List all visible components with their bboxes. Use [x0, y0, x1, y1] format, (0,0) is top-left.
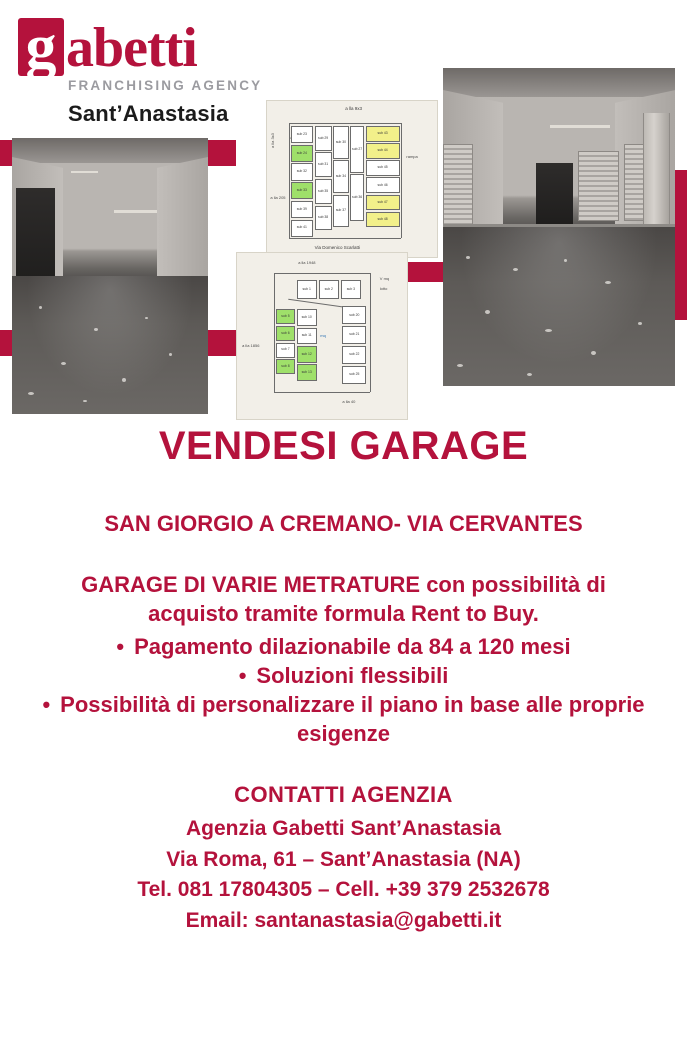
- list-item: [0, 661, 687, 690]
- features-list: [0, 632, 687, 748]
- brand-logo: [18, 13, 278, 127]
- logo-city: Sant’Anastasia: [68, 101, 229, 126]
- floor-debris: [545, 329, 552, 332]
- ceiling-light: [71, 171, 98, 173]
- ceiling-light: [550, 125, 610, 128]
- plan-unit: sub 25: [342, 366, 366, 384]
- floor-debris: [605, 281, 611, 284]
- plan-unit: sub 29: [315, 126, 332, 151]
- plan-unit: sub 46: [366, 177, 400, 193]
- plan-wall: [274, 392, 369, 393]
- plan-unit: sub 7: [276, 343, 295, 358]
- plan-unit: sub 22: [342, 346, 366, 364]
- photo-garage-left: [12, 138, 208, 414]
- logo-wordmark-text: abetti: [66, 17, 197, 79]
- plan-unit: sub 10: [297, 309, 317, 326]
- plan-unit: sub 45: [366, 160, 400, 176]
- floor-debris: [145, 317, 148, 319]
- floor-debris: [39, 306, 42, 309]
- floor-plan-bottom-canvas: [237, 253, 407, 419]
- plan-unit: sub 3: [341, 280, 361, 300]
- floor-region: [12, 276, 208, 414]
- plan-unit-yellow: sub 48: [366, 212, 400, 228]
- plan-bottom-label-1: a lla 1856: [242, 342, 260, 348]
- bullet-icon: •: [116, 634, 125, 660]
- floor-debris: [591, 351, 596, 355]
- plan-unit-highlight: sub 13: [297, 364, 317, 381]
- plan-unit: sub 32: [291, 163, 313, 180]
- contact-agency: Agenzia Gabetti Sant’Anastasia: [185, 817, 502, 841]
- floor-debris: [564, 259, 567, 262]
- plan-unit-yellow: sub 43: [366, 126, 400, 142]
- plan-wall: [401, 123, 402, 238]
- floor-region: [443, 227, 675, 386]
- floor-plan-top: [266, 100, 438, 258]
- plan-unit: sub 21: [342, 326, 366, 344]
- plan-wall: [289, 123, 401, 124]
- poster-copy: [0, 424, 687, 936]
- plan-unit: sub 31: [315, 152, 332, 177]
- contact-email: Email: santanastasia@gabetti.it: [185, 908, 502, 932]
- plan-unit: sub 36: [350, 174, 364, 221]
- plan-top-caption: Via Domenico Scarlatti: [314, 244, 361, 250]
- ceiling-region: [12, 138, 208, 163]
- plan-unit: sub 2: [319, 280, 339, 300]
- contact-address: Via Roma, 61 – Sant’Anastasia (NA): [166, 847, 521, 871]
- garage-interior-render-left: [12, 138, 208, 414]
- photo-garage-right: [443, 68, 675, 386]
- floor-plan-top-canvas: [267, 101, 437, 257]
- logo-tagline: FRANCHISING AGENCY: [68, 78, 263, 93]
- plan-unit: sub 11: [297, 328, 317, 345]
- floor-debris: [638, 322, 642, 325]
- ceiling-region: [443, 68, 675, 97]
- body-line-2: acquisto tramite formula Rent to Buy.: [148, 600, 539, 626]
- plan-top-label-1: a lla 3x3: [270, 132, 276, 148]
- plan-top-label-2: a lla 205: [270, 194, 286, 200]
- plan-unit-highlight: sub 12: [297, 346, 317, 363]
- garage-interior-render-right: [443, 68, 675, 386]
- body-line-1: GARAGE DI VARIE METRATURE con possibilità di: [81, 572, 606, 597]
- plan-bottom-annotation: mq: [320, 332, 326, 338]
- floor-plan-bottom: [236, 252, 408, 420]
- floor-debris: [83, 400, 87, 402]
- bullet-icon: •: [238, 663, 247, 689]
- list-item-label: Soluzioni flessibili: [256, 663, 449, 689]
- plan-unit-yellow: sub 47: [366, 195, 400, 211]
- plan-unit: sub 27: [350, 126, 364, 173]
- plan-unit: sub 30: [333, 126, 348, 159]
- contact-phones: Tel. 081 17804305 – Cell. +39 379 2532678: [137, 878, 550, 902]
- roller-shutter-center: [578, 151, 620, 221]
- plan-top-label-0: a lla 9x3: [345, 105, 362, 111]
- contacts-title: CONTATTI AGENZIA: [234, 782, 453, 808]
- plan-wall: [370, 273, 371, 393]
- list-item-label: Pagamento dilazionabile da 84 a 120 mesi: [134, 634, 571, 660]
- plan-unit: sub 20: [342, 306, 366, 324]
- roller-shutter-left: [443, 144, 473, 233]
- plan-unit-highlight: sub 33: [291, 182, 313, 199]
- plan-wall: [274, 273, 369, 274]
- plan-bottom-label-3: V mq: [379, 276, 390, 282]
- plan-unit-highlight: sub 8: [276, 359, 295, 374]
- bullet-icon: •: [42, 692, 51, 718]
- list-item: [0, 690, 687, 748]
- plan-unit: sub 39: [291, 201, 313, 218]
- plan-unit-highlight: sub 6: [276, 326, 295, 341]
- plan-unit: sub 23: [291, 126, 313, 143]
- plan-bottom-label-0: a lla 1948: [298, 259, 316, 265]
- plan-unit: sub 34: [333, 160, 348, 193]
- plan-unit-highlight: sub 5: [276, 309, 295, 324]
- floor-debris: [28, 392, 34, 395]
- plan-bottom-label-2: a lla 40: [342, 399, 356, 405]
- plan-unit: sub 41: [291, 220, 313, 237]
- plan-unit-highlight: sub 24: [291, 145, 313, 162]
- plan-wall: [288, 299, 349, 309]
- list-item-label: Possibilità di personalizzare il piano in base alle proprie esigenze: [60, 692, 645, 747]
- plan-top-label-4: rampa: [406, 154, 418, 160]
- plan-bottom-label-4: lotto: [379, 286, 388, 292]
- floor-debris: [513, 268, 518, 271]
- list-item: [0, 632, 687, 661]
- ceiling-light: [114, 210, 157, 213]
- floor-debris: [94, 328, 98, 331]
- location-line: SAN GIORGIO A CREMANO- VIA CERVANTES: [104, 511, 583, 536]
- floor-debris: [457, 364, 463, 367]
- page-title: VENDESI GARAGE: [158, 424, 529, 468]
- floor-debris: [485, 310, 490, 314]
- logo-initial-glyph: g: [18, 18, 64, 76]
- plan-unit-yellow: sub 44: [366, 143, 400, 159]
- floor-debris: [61, 362, 66, 365]
- floor-debris: [527, 373, 532, 376]
- floor-debris: [169, 353, 172, 356]
- plan-unit: sub 38: [315, 206, 332, 231]
- floor-debris: [466, 256, 470, 259]
- plan-unit: sub 35: [315, 179, 332, 204]
- plan-unit: sub 1: [297, 280, 317, 300]
- plan-unit: sub 37: [333, 195, 348, 228]
- plan-wall: [289, 238, 401, 239]
- logo-wordmark: [18, 13, 278, 81]
- floor-debris: [122, 378, 126, 382]
